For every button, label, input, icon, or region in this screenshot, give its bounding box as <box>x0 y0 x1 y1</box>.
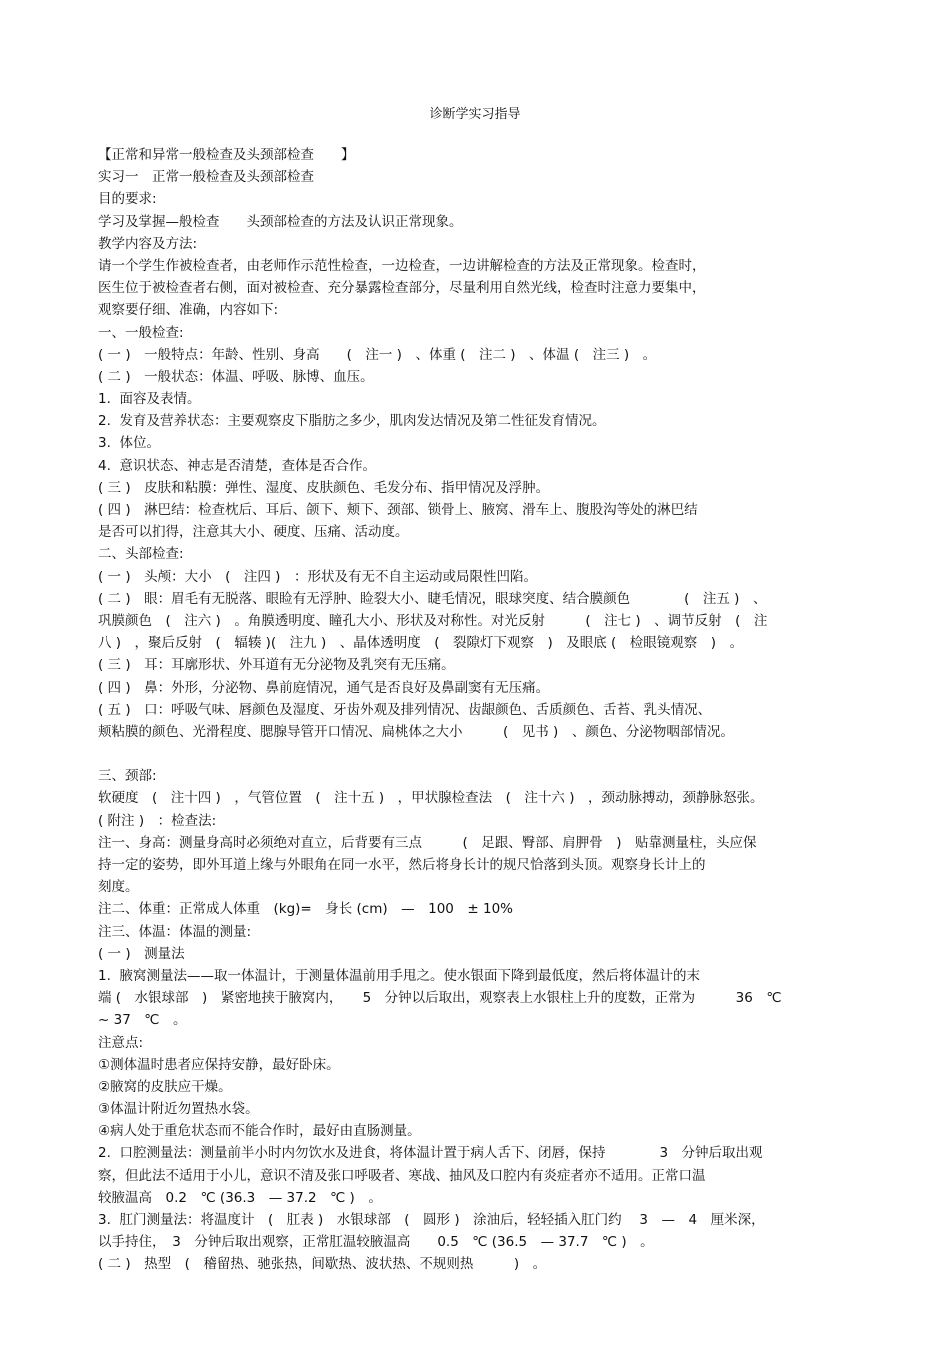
text-line: 是否可以扪得，注意其大小、硬度、压痛、活动度。 <box>98 524 409 541</box>
text-line: 巩膜颜色 ( 注六 ) 。角膜透明度、瞳孔大小、形状及对称性。对光反射 ( 注七 ) 、调节反射 ( 注 <box>98 612 768 629</box>
text-line: 以手持住， 3 分钟后取出观察，正常肛温较腋温高 0.5 ℃ (36.5 — 37.7 ℃ ) 。 <box>98 1234 654 1251</box>
text-line: ( 一 ) 测量法 <box>98 945 185 962</box>
text-line: 二、头部检查: <box>98 546 184 563</box>
text-line: 八 ) ，聚后反射 ( 辐辏 )( 注九 ) 、晶体透明度 ( 裂隙灯下观察 ) 及眼底 ( 检眼镜观察 ) 。 <box>98 635 744 652</box>
text-line: ( 二 ) 眼：眉毛有无脱落、眼睑有无浮肿、睑裂大小、睫毛情况，眼球突度、结合膜颜色 ( 注五 ) 、 <box>98 590 767 607</box>
text-line: 软硬度 ( 注十四 ) ，气管位置 ( 注十五 ) ，甲状腺检查法 ( 注十六 ) ，颈动脉搏动，颈静脉怒张。 <box>98 790 764 807</box>
text-line: 观察要仔细、准确，内容如下: <box>98 302 279 319</box>
text-line: ②腋窝的皮肤应干燥。 <box>98 1078 232 1095</box>
text-line: ( 一 ) 一般特点：年龄、性别、身高 ( 注一 ) 、体重 ( 注二 ) 、体温 ( 注三 ) 。 <box>98 346 657 363</box>
text-line: 刻度。 <box>98 879 139 896</box>
text-line: 医生位于被检查者右侧，面对被检查、充分暴露检查部分，尽量利用自然光线，检查时注意力要集中， <box>98 280 706 297</box>
text-line: 实习一 正常一般检查及头颈部检查 <box>98 169 314 186</box>
text-line: ④病人处于重危状态而不能合作时，最好由直肠测量。 <box>98 1123 421 1140</box>
text-line: 请一个学生作被检查者，由老师作示范性检查，一边检查，一边讲解检查的方法及正常现象。检查时， <box>98 257 706 274</box>
text-line: ( 五 ) 口：呼吸气味、唇颜色及湿度、牙齿外观及排列情况、齿龈颜色、舌质颜色、舌苔、乳头情况、 <box>98 701 712 718</box>
text-line: ~ 37 ℃ 。 <box>98 1012 187 1029</box>
text-line: 较腋温高 0.2 ℃ (36.3 — 37.2 ℃ ) 。 <box>98 1189 382 1206</box>
text-line: ( 附注 ) ：检查法: <box>98 812 217 829</box>
text-line: ③体温计附近勿置热水袋。 <box>98 1101 259 1118</box>
text-line: 三、颈部: <box>98 768 157 785</box>
text-line: ( 三 ) 皮肤和粘膜：弹性、湿度、皮肤颜色、毛发分布、指甲情况及浮肿。 <box>98 479 550 496</box>
text-line: 察，但此法不适用于小儿，意识不清及张口呼吸者、寒战、抽风及口腔内有炎症者亦不适用。正常口温 <box>98 1167 706 1184</box>
text-line: 注二、体重：正常成人体重 (kg)= 身长 (cm) — 100 ± 10% <box>98 901 514 918</box>
text-line: 端 ( 水银球部 ) 紧密地挟于腋窝内， 5 分钟以后取出，观察表上水银柱上升的度数，正常为 36 ℃ <box>98 990 782 1007</box>
text-line: 2. 发育及营养状态：主要观察皮下脂肪之多少，肌肉发达情况及第二性征发育情况。 <box>98 413 606 430</box>
text-line: 1. 面容及表情。 <box>98 391 201 408</box>
text-line: ( 二 ) 一般状态：体温、呼吸、脉博、血压。 <box>98 368 374 385</box>
text-line: ( 三 ) 耳：耳廓形状、外耳道有无分泌物及乳突有无压痛。 <box>98 657 455 674</box>
text-line: 一、一般检查: <box>98 324 184 341</box>
text-line: ( 四 ) 淋巴结：检查枕后、耳后、颌下、颊下、颈部、锁骨上、腋窝、滑车上、腹股沟等处的淋巴结 <box>98 502 698 518</box>
document-body <box>98 144 868 1276</box>
text-line: 教学内容及方法: <box>98 235 198 252</box>
text-line: 持一定的姿势，即外耳道上缘与外眼角在同一水平，然后将身长计的规尺恰落到头顶。观察身长计上的 <box>98 857 706 873</box>
text-line: 颊粘膜的颜色、光滑程度、腮腺导管开口情况、扁桃体之大小 ( 见书 ) 、颜色、分泌物咽部情况。 <box>98 723 734 740</box>
text-line: 注一、身高：测量身高时必须绝对直立，后背要有三点 ( 足跟、臀部、肩胛骨 ) 贴靠测量柱，头应保 <box>98 834 757 851</box>
text-line: 1. 腋窝测量法——取一体温计，于测量体温前用手甩之。使水银面下降到最低度，然后将体温计的末 <box>98 967 700 984</box>
text-line: ( 一 ) 头颅：大小 ( 注四 ) ：形状及有无不自主运动或局限性凹陷。 <box>98 568 537 585</box>
text-line: ①测体温时患者应保持安静，最好卧床。 <box>98 1056 340 1073</box>
page-title: 诊断学实习指导 <box>429 107 521 122</box>
text-line: 学习及掌握—般检查 头颈部检查的方法及认识正常现象。 <box>98 213 463 230</box>
text-line: 3. 体位。 <box>98 435 160 452</box>
text-line <box>98 743 868 765</box>
text-line: ( 四 ) 鼻：外形，分泌物、鼻前庭情况，通气是否良好及鼻副窦有无压痛。 <box>98 679 550 696</box>
text-line: 2. 口腔测量法：测量前半小时内勿饮水及进食，将体温计置于病人舌下、闭唇，保持 3 分钟后取出观 <box>98 1145 763 1162</box>
text-line: ( 二 ) 热型 ( 稽留热、驰张热，间歇热、波状热、不规则热 ) 。 <box>98 1256 547 1273</box>
text-line: 目的要求: <box>98 191 157 208</box>
text-line: 注三、体温：体温的测量: <box>98 923 252 940</box>
text-line: 【正常和异常一般检查及头颈部检查 】 <box>98 147 355 163</box>
text-line: 4. 意识状态、神志是否清楚，查体是否合作。 <box>98 457 376 474</box>
text-line: 3. 肛门测量法：将温度计 ( 肛表 ) 水银球部 ( 圆形 ) 涂油后，轻轻插入肛门约 3 — 4 厘米深， <box>98 1212 765 1228</box>
text-line: 注意点: <box>98 1034 144 1051</box>
